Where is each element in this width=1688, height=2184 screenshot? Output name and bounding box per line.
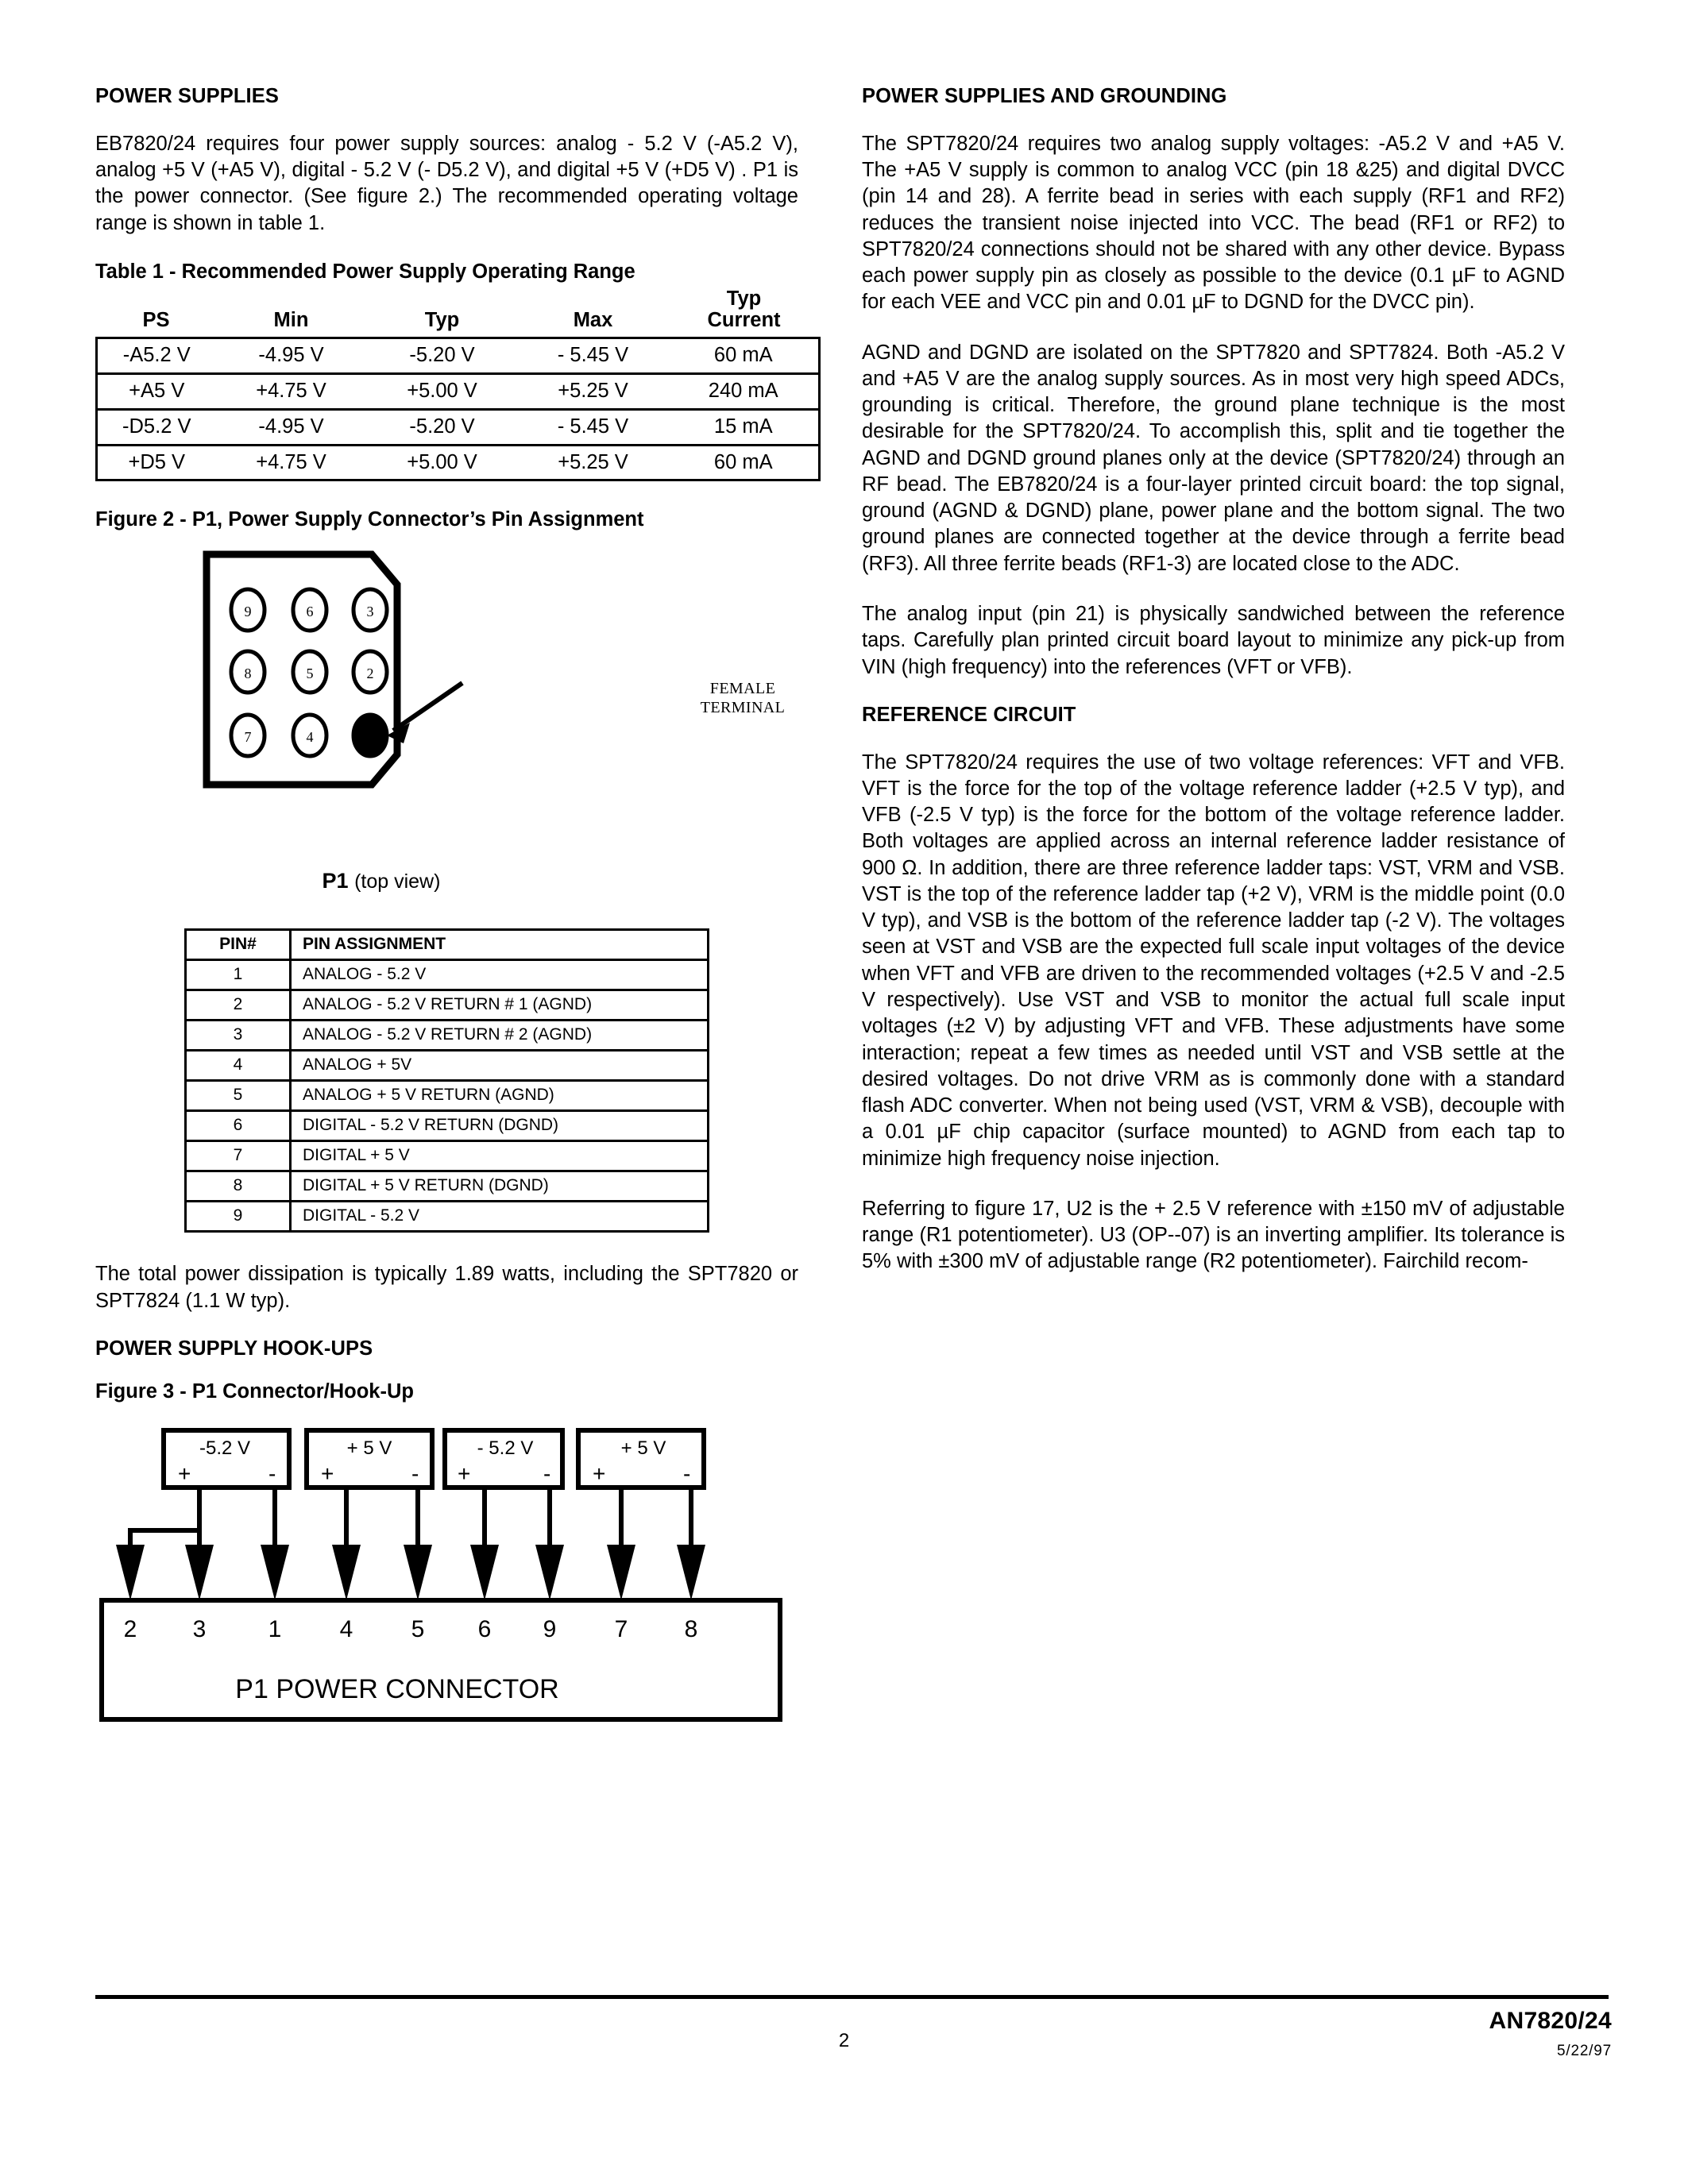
supply-minus-1: - — [268, 1461, 276, 1486]
cell-assignment: ANALOG - 5.2 V — [291, 959, 709, 990]
table1-col-typ: Typ — [424, 309, 460, 332]
connector-pin-label-8: 8 — [684, 1615, 698, 1642]
arrowhead-pin8-icon — [677, 1545, 705, 1600]
p1-connector-shape — [199, 546, 532, 801]
table-row — [186, 1171, 709, 1202]
table2-pin-assignment — [184, 928, 709, 1233]
p1-caption-bold: P1 — [322, 868, 349, 893]
figure2-title: Figure 2 - P1, Power Supply Connector’s Pin Assignment — [95, 508, 644, 531]
supply-plus-4: - — [683, 1461, 691, 1486]
supply-box-4 — [578, 1430, 704, 1488]
connector-pin-label-3: 3 — [192, 1615, 207, 1642]
connector-pin-label-6: 6 — [477, 1615, 492, 1642]
cell-assignment: DIGITAL - 5.2 V RETURN (DGND) — [291, 1111, 709, 1141]
figure3-title: Figure 3 - P1 Connector/Hook-Up — [95, 1379, 414, 1403]
supply-box-3 — [445, 1430, 562, 1488]
right-column — [862, 86, 1565, 1275]
heading-power-supplies: POWER SUPPLIES — [95, 85, 279, 107]
cell-max: - 5.45 V — [518, 338, 669, 374]
figure3-drawing — [95, 1424, 798, 1704]
cell-current: 60 mA — [669, 338, 820, 374]
arrowhead-pin9-icon — [535, 1545, 564, 1600]
heading-power-supply-hookups: POWER SUPPLY HOOK-UPS — [95, 1337, 373, 1360]
pin-number-4: 4 — [306, 728, 314, 745]
table-row — [186, 990, 709, 1020]
cell-min: -4.95 V — [216, 409, 367, 445]
cell-assignment: DIGITAL + 5 V — [291, 1141, 709, 1171]
paragraph-grounding-2: AGND and DGND are isolated on the SPT7820 and SPT7824. Both -A5.2 V and +A5 V are the analog supply sources. As in most very high speed ADCs, grounding is critical. Therefore, the ground plane technique is the most desirable for the SPT7820/24. To accomplish this, split and tie together the AGND and DGND ground planes only at the device (SPT7820/24) through an RF bead. The EB7820/24 is a four-layer printed circuit board: the top signal, ground (AGND & DGND) plane, power plane and the bottom signal. The two ground planes are connected together at the device through a ferrite bead (RF3). All three ferrite beads (RF1-3) are located close to the ADC. — [862, 341, 1565, 575]
cell-max: +5.25 V — [518, 445, 669, 480]
wire-branch-pin2 — [130, 1488, 199, 1545]
table1-recommended-operating-range — [95, 288, 821, 482]
cell-current: 60 mA — [669, 445, 820, 480]
paragraph-dissipation: The total power dissipation is typically 1.89 watts, including the SPT7820 or SPT7824 (1.1 W typ). — [95, 1263, 798, 1312]
table1-title: Table 1 - Recommended Power Supply Operating Range — [95, 260, 635, 283]
cell-pin: 6 — [186, 1111, 291, 1141]
p1-caption-rest: (top view) — [354, 870, 441, 893]
supply-label-2: + 5 V — [346, 1437, 392, 1459]
p1-power-connector-label: P1 POWER CONNECTOR — [235, 1673, 559, 1704]
footer-page-number: 2 — [838, 2030, 850, 2051]
cell-min: +4.75 V — [216, 445, 367, 480]
table-row — [186, 959, 709, 990]
table-row — [97, 374, 820, 410]
supply-plus-3: + — [458, 1461, 471, 1486]
table1-col-ps: PS — [142, 309, 170, 332]
table1-block — [95, 260, 798, 482]
cell-max: +5.25 V — [518, 374, 669, 410]
table2-block — [95, 928, 798, 1233]
paragraph-grounding-1: The SPT7820/24 requires two analog supply voltages: -A5.2 V and +A5 V. The +A5 V supply is common to analog VCC (pin 18 &25) and digital DVCC (pin 14 and 28). A ferrite bead in series with each supply (RF1 and RF2) reduces the transient noise injected into VCC. The bead (RF1 or RF2) to SPT7820/24 connections should not be shared with any other device. Bypass each power supply pin as closely as possible to the device (0.1 µF to AGND for each VEE and VCC pin and 0.01 µF to DGND for the DVCC pin). — [862, 132, 1565, 314]
table2-header-row — [186, 929, 709, 959]
supply-minus-4: + — [593, 1461, 606, 1486]
table1-col-max: Max — [573, 309, 613, 332]
table-row — [97, 409, 820, 445]
cell-assignment: ANALOG + 5 V RETURN (AGND) — [291, 1081, 709, 1111]
table-row — [186, 1081, 709, 1111]
supply-plus-1: + — [178, 1461, 191, 1486]
cell-max: - 5.45 V — [518, 409, 669, 445]
cell-typ: -5.20 V — [367, 409, 518, 445]
cell-pin: 1 — [186, 959, 291, 990]
table2-col-pin-number: PIN# — [186, 929, 291, 959]
table2-col-pin-assignment: PIN ASSIGNMENT — [291, 929, 709, 959]
cell-ps: -A5.2 V — [97, 338, 216, 374]
supply-minus-2: - — [411, 1461, 419, 1486]
paragraph-reference-2: Referring to figure 17, U2 is the + 2.5 V reference with ±150 mV of adjustable range (R1 potentiometer). U3 (OP--07) is an inverting amplifier. Its tolerance is 5% with ±300 mV of adjustable range (R2 potentiometer). Fairchild recom- — [862, 1197, 1565, 1273]
cell-ps: +A5 V — [97, 374, 216, 410]
table1-col-typ-current — [669, 288, 820, 338]
paragraph-analog-input: The analog input (pin 21) is physically sandwiched between the reference taps. Carefully plan printed circuit board layout to minimize any pick-up from VIN (high frequency) into the references (VFT or VFB). — [862, 603, 1565, 678]
supply-label-4: + 5 V — [620, 1437, 666, 1459]
cell-assignment: DIGITAL - 5.2 V — [291, 1202, 709, 1232]
table-row — [97, 338, 820, 374]
supply-label-3: - 5.2 V — [477, 1437, 534, 1459]
connector-pin-label-4: 4 — [339, 1615, 353, 1642]
pin-number-3: 3 — [366, 603, 374, 619]
footer-date: 5/22/97 — [1557, 2043, 1612, 2059]
figure2-drawing — [95, 546, 798, 864]
arrowhead-pin6-icon — [470, 1545, 499, 1600]
arrowhead-pin7-icon — [607, 1545, 635, 1600]
table-row — [186, 1050, 709, 1080]
cell-assignment: ANALOG - 5.2 V RETURN # 1 (AGND) — [291, 990, 709, 1020]
cell-ps: +D5 V — [97, 445, 216, 480]
table1-header-row — [97, 288, 820, 338]
footer-divider — [95, 1995, 1609, 1999]
table-row — [186, 1202, 709, 1232]
connector-pin-label-7: 7 — [614, 1615, 628, 1642]
cell-pin: 7 — [186, 1141, 291, 1171]
pin-number-8: 8 — [244, 665, 252, 681]
cell-current: 15 mA — [669, 409, 820, 445]
supply-minus-3: - — [543, 1461, 551, 1486]
arrowhead-pin4-icon — [332, 1545, 361, 1600]
arrowhead-pin3-icon — [185, 1545, 214, 1600]
cell-typ: +5.00 V — [367, 374, 518, 410]
pin-number-5: 5 — [306, 665, 314, 681]
table-row — [97, 445, 820, 480]
table1-col-typ-current-line1: Typ — [726, 287, 762, 310]
cell-typ: +5.00 V — [367, 445, 518, 480]
cell-assignment: DIGITAL + 5 V RETURN (DGND) — [291, 1171, 709, 1202]
female-terminal-label — [675, 679, 810, 718]
footer-document-id: AN7820/24 — [1489, 2008, 1612, 2034]
cell-ps: -D5.2 V — [97, 409, 216, 445]
supply-label-1: -5.2 V — [199, 1437, 251, 1459]
cell-pin: 9 — [186, 1202, 291, 1232]
supply-box-1 — [164, 1430, 289, 1488]
table-row — [186, 1020, 709, 1050]
connector-pin-label-2: 2 — [123, 1615, 137, 1642]
hookup-schematic — [95, 1424, 786, 1704]
table1-col-min: Min — [273, 309, 309, 332]
connector-pin-label-1: 1 — [268, 1615, 282, 1642]
pin-number-9: 9 — [244, 603, 252, 619]
cell-pin: 8 — [186, 1171, 291, 1202]
female-terminal-marker — [353, 715, 387, 756]
supply-plus-2: + — [321, 1461, 334, 1486]
cell-pin: 2 — [186, 990, 291, 1020]
supply-box-2 — [307, 1430, 432, 1488]
paragraph-reference-1: The SPT7820/24 requires the use of two voltage references: VFT and VFB. VFT is the force for the top of the voltage reference ladder (+2.5 V typ), and VFB (-2.5 V typ) is the force for the bottom of the voltage reference ladder. Both voltages are applied across an internal reference ladder resistance of 900 Ω. In addition, there are three reference ladder taps: VST, VRM and VSB. VST is the top of the reference ladder tap (+2 V), VRM is the middle point (0.0 V typ), and VSB is the bottom of the reference ladder tap (-2 V). The voltages seen at VST and VSB are the expected full scale input voltages of the device when VFT and VFB are driven to the recommended voltages (+2.5 V and -2.5 V respectively). Use VST and VSB to monitor the actual full scale input voltages (±2 V) by adjusting VFT and VFB. These adjustments have some interaction; repeat a few times as needed until VST and VSB settle at the desired voltages. Do not drive VRM as is commonly done with a standard flash ADC converter. When not being used (VST, VRM & VSB), decouple with a 0.01 µF chip capacitor (surface mounted) to AGND from each tap to minimize high frequency noise injection. — [862, 751, 1565, 1170]
cell-min: -4.95 V — [216, 338, 367, 374]
pin-number-6: 6 — [306, 603, 314, 619]
cell-min: +4.75 V — [216, 374, 367, 410]
cell-pin: 3 — [186, 1020, 291, 1050]
heading-power-supplies-and-grounding: POWER SUPPLIES AND GROUNDING — [862, 85, 1227, 107]
cell-pin: 4 — [186, 1050, 291, 1080]
table1-col-typ-current-line2: Current — [707, 309, 781, 332]
cell-assignment: ANALOG - 5.2 V RETURN # 2 (AGND) — [291, 1020, 709, 1050]
cell-typ: -5.20 V — [367, 338, 518, 374]
callout-line — [393, 683, 462, 731]
table-row — [186, 1111, 709, 1141]
left-column — [95, 85, 798, 1704]
arrowhead-pin1-icon — [261, 1545, 289, 1600]
cell-pin: 5 — [186, 1081, 291, 1111]
heading-reference-circuit: REFERENCE CIRCUIT — [862, 703, 1076, 726]
pin-number-7: 7 — [244, 728, 252, 745]
cell-current: 240 mA — [669, 374, 820, 410]
connector-pin-label-5: 5 — [411, 1615, 425, 1642]
p1-caption — [95, 869, 667, 893]
pin-number-2: 2 — [366, 665, 374, 681]
female-terminal-label-line2: TERMINAL — [700, 699, 786, 717]
table-row — [186, 1141, 709, 1171]
connector-pin-label-9: 9 — [543, 1615, 557, 1642]
cell-assignment: ANALOG + 5V — [291, 1050, 709, 1080]
paragraph-intro: EB7820/24 requires four power supply sources: analog - 5.2 V (-A5.2 V), analog +5 V (+A5 V), digital - 5.2 V (- D5.2 V), and digital +5 V (+D5 V) . P1 is the power connector. (See figure 2.) The recommended operating voltage range is shown in table 1. — [95, 132, 798, 234]
female-terminal-label-line1: FEMALE — [709, 679, 776, 697]
arrowhead-pin5-icon — [404, 1545, 432, 1600]
arrowhead-pin2-icon — [116, 1545, 145, 1600]
